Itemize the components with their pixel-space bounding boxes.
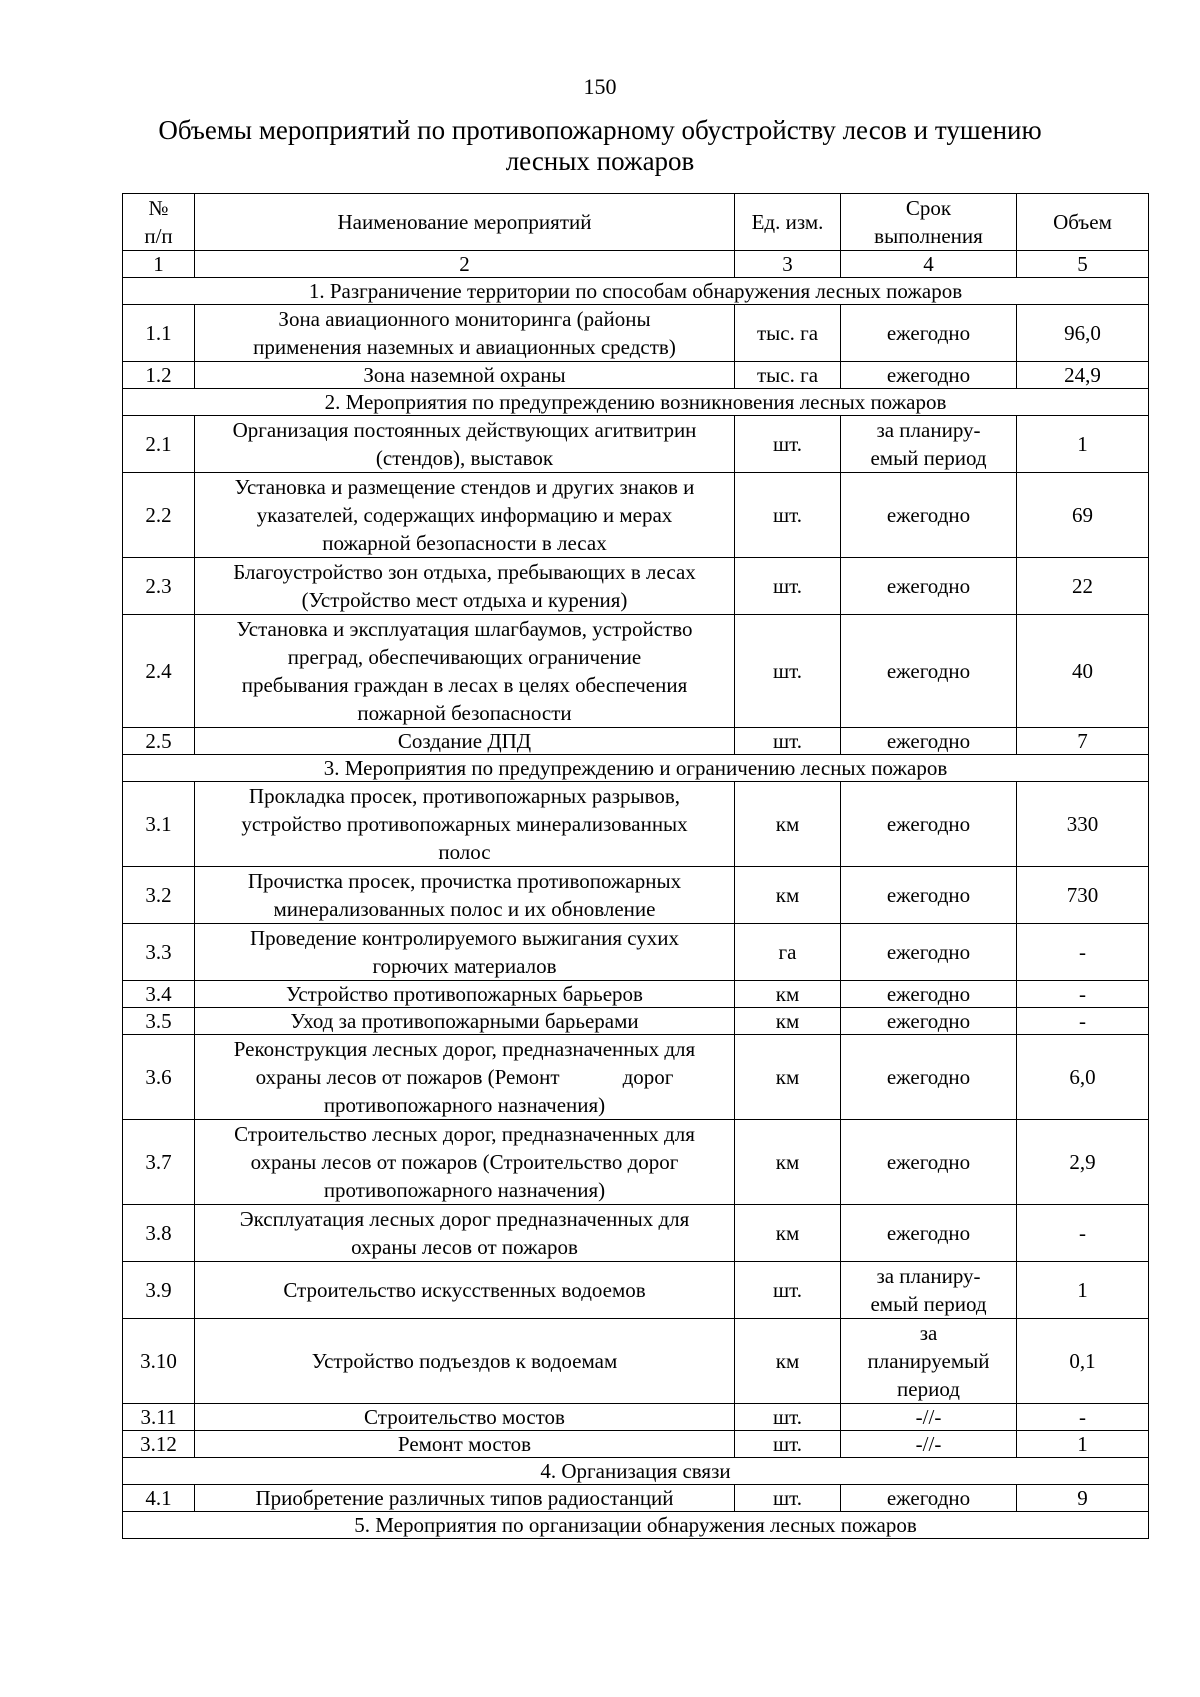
row-volume: 1 (1017, 416, 1149, 473)
row-term-line: ежегодно (886, 1486, 971, 1510)
row-num: 4.1 (123, 1485, 195, 1512)
row-term-line: за планиру- (876, 1264, 981, 1288)
row-term (841, 1262, 1017, 1319)
row-unit: км (735, 981, 841, 1008)
row-volume: 96,0 (1017, 305, 1149, 362)
section-row (123, 1512, 1149, 1539)
row-unit: км (735, 1319, 841, 1404)
row-name (195, 1404, 735, 1431)
row-name-line: Ремонт мостов (397, 1432, 532, 1456)
row-volume: 2,9 (1017, 1120, 1149, 1205)
row-name-line: Строительство лесных дорог, предназначенных для (234, 1122, 695, 1146)
row-name-line: Установка и размещение стендов и других знаков и (234, 475, 695, 499)
row-term-line: за планиру- (876, 418, 981, 442)
table-row (123, 416, 1149, 473)
row-name-line: охраны лесов от пожаров (351, 1235, 578, 1259)
row-unit: км (735, 782, 841, 867)
row-name (195, 867, 735, 924)
row-volume: 24,9 (1017, 362, 1149, 389)
table-row (123, 1008, 1149, 1035)
row-term-line: -//- (915, 1405, 942, 1429)
section-row (123, 1458, 1149, 1485)
row-term-line: период (897, 1377, 960, 1401)
row-volume: 1 (1017, 1262, 1149, 1319)
row-volume: - (1017, 1008, 1149, 1035)
table-row (123, 615, 1149, 728)
row-name-line: Эксплуатация лесных дорог предназначенных для (239, 1207, 690, 1231)
row-name-line: (стендов), выставок (375, 446, 554, 470)
column-number: 3 (735, 251, 841, 278)
row-num: 3.10 (123, 1319, 195, 1404)
row-term (841, 782, 1017, 867)
row-unit: шт. (735, 473, 841, 558)
row-name (195, 1205, 735, 1262)
row-num: 3.12 (123, 1431, 195, 1458)
column-number-row (123, 251, 1149, 278)
row-name-line: Благоустройство зон отдыха, пребывающих в лесах (233, 560, 696, 584)
row-term-line: ежегодно (886, 363, 971, 387)
row-volume: 6,0 (1017, 1035, 1149, 1120)
table-row (123, 924, 1149, 981)
row-term (841, 305, 1017, 362)
row-name-line: Организация постоянных действующих агитвитрин (232, 418, 697, 442)
section-title: 3. Мероприятия по предупреждению и ограничению лесных пожаров (123, 755, 1149, 782)
row-term (841, 981, 1017, 1008)
row-num: 3.4 (123, 981, 195, 1008)
section-title: 4. Организация связи (123, 1458, 1149, 1485)
row-unit: шт. (735, 1262, 841, 1319)
row-unit: км (735, 1205, 841, 1262)
row-name-line: (Устройство мест отдыха и курения) (301, 588, 628, 612)
row-term-line: ежегодно (886, 1065, 971, 1089)
table-row (123, 782, 1149, 867)
row-name (195, 1008, 735, 1035)
row-unit: шт. (735, 1485, 841, 1512)
row-unit: тыс. га (735, 362, 841, 389)
table-row (123, 728, 1149, 755)
column-number: 5 (1017, 251, 1149, 278)
row-term-line: ежегодно (886, 321, 971, 345)
row-name (195, 1035, 735, 1120)
row-unit: шт. (735, 558, 841, 615)
row-name (195, 1319, 735, 1404)
row-term-line: планируемый (867, 1349, 990, 1373)
row-volume: 22 (1017, 558, 1149, 615)
row-name-line: горючих материалов (372, 954, 557, 978)
column-number: 2 (195, 251, 735, 278)
row-num: 2.3 (123, 558, 195, 615)
row-name (195, 1120, 735, 1205)
row-term (841, 867, 1017, 924)
table-row (123, 1431, 1149, 1458)
row-term (841, 1319, 1017, 1404)
row-term-line: ежегодно (886, 982, 971, 1006)
table-row (123, 473, 1149, 558)
row-volume: - (1017, 1205, 1149, 1262)
row-name-line: полос (438, 840, 491, 864)
row-term (841, 416, 1017, 473)
row-volume: 330 (1017, 782, 1149, 867)
row-term-line: ежегодно (886, 729, 971, 753)
row-name-line: Зона наземной охраны (363, 363, 566, 387)
row-num: 3.2 (123, 867, 195, 924)
row-name (195, 1431, 735, 1458)
row-volume: - (1017, 924, 1149, 981)
page-number: 150 (583, 74, 617, 99)
row-name-line: Проведение контролируемого выжигания сухих (249, 926, 680, 950)
row-name-line: устройство противопожарных минерализованных (241, 812, 688, 836)
row-num: 3.1 (123, 782, 195, 867)
table-row (123, 1035, 1149, 1120)
row-name-line: противопожарного назначения) (323, 1178, 606, 1202)
row-volume: 0,1 (1017, 1319, 1149, 1404)
row-term (841, 924, 1017, 981)
row-name (195, 416, 735, 473)
table-row (123, 1262, 1149, 1319)
row-name-line: преград, обеспечивающих ограничение (287, 645, 642, 669)
row-name-line: минерализованных полос и их обновление (273, 897, 656, 921)
table-row (123, 1404, 1149, 1431)
row-name-line: пожарной безопасности (357, 701, 572, 725)
row-term (841, 473, 1017, 558)
row-volume: 7 (1017, 728, 1149, 755)
header-term (841, 194, 1017, 251)
row-unit: шт. (735, 416, 841, 473)
row-name-line: Строительство мостов (364, 1405, 565, 1429)
row-volume: 1 (1017, 1431, 1149, 1458)
row-volume: - (1017, 1404, 1149, 1431)
table-row (123, 1485, 1149, 1512)
row-unit: км (735, 1035, 841, 1120)
row-num: 3.5 (123, 1008, 195, 1035)
row-num: 3.3 (123, 924, 195, 981)
row-unit: км (735, 1008, 841, 1035)
document-title-line: лесных пожаров (505, 146, 695, 176)
row-num: 3.6 (123, 1035, 195, 1120)
section-title: 1. Разграничение территории по способам обнаружения лесных пожаров (123, 278, 1149, 305)
section-title: 5. Мероприятия по организации обнаружения лесных пожаров (123, 1512, 1149, 1539)
row-term-line: ежегодно (886, 883, 971, 907)
row-term (841, 1431, 1017, 1458)
row-name-line: охраны лесов от пожаров (Строительство дорог (250, 1150, 679, 1174)
row-name (195, 924, 735, 981)
row-num: 3.9 (123, 1262, 195, 1319)
row-unit: км (735, 867, 841, 924)
header-volume: Объем (1017, 194, 1149, 251)
table-row (123, 558, 1149, 615)
section-row (123, 389, 1149, 416)
row-num: 3.11 (123, 1404, 195, 1431)
row-name-line: Реконструкция лесных дорог, предназначенных для (233, 1037, 696, 1061)
row-term-line: ежегодно (886, 1009, 971, 1033)
row-term-line: за (919, 1321, 938, 1345)
row-num: 1.1 (123, 305, 195, 362)
row-num: 2.2 (123, 473, 195, 558)
section-title: 2. Мероприятия по предупреждению возникновения лесных пожаров (123, 389, 1149, 416)
row-name (195, 1262, 735, 1319)
row-name (195, 981, 735, 1008)
row-name (195, 1485, 735, 1512)
section-row (123, 755, 1149, 782)
row-num: 2.4 (123, 615, 195, 728)
row-name-line: применения наземных и авиационных средств) (253, 335, 676, 359)
column-number: 4 (841, 251, 1017, 278)
header-name: Наименование мероприятий (195, 194, 735, 251)
row-volume: 40 (1017, 615, 1149, 728)
row-name-line: Строительство искусственных водоемов (283, 1278, 646, 1302)
row-term (841, 1205, 1017, 1262)
header-num (123, 194, 195, 251)
row-name-line: противопожарного назначения) (323, 1093, 606, 1117)
row-num: 2.5 (123, 728, 195, 755)
row-term-line: ежегодно (886, 1150, 971, 1174)
row-term-line: емый период (870, 446, 987, 470)
header-unit: Ед. изм. (735, 194, 841, 251)
row-name (195, 782, 735, 867)
row-name-line: Устройство подъездов к водоемам (311, 1349, 618, 1373)
table-row (123, 362, 1149, 389)
row-unit: га (735, 924, 841, 981)
row-term-line: емый период (870, 1292, 987, 1316)
row-name-line: охраны лесов от пожаров (Ремонт дорог (255, 1065, 674, 1089)
document-title-line: Объемы мероприятий по противопожарному обустройству лесов и тушению (158, 115, 1042, 145)
row-term-line: ежегодно (886, 940, 971, 964)
row-unit: км (735, 1120, 841, 1205)
table-row (123, 1319, 1149, 1404)
row-unit: шт. (735, 728, 841, 755)
table-row (123, 1205, 1149, 1262)
row-name (195, 728, 735, 755)
row-name (195, 558, 735, 615)
row-term (841, 1008, 1017, 1035)
row-name-line: пребывания граждан в лесах в целях обеспечения (241, 673, 688, 697)
row-num: 1.2 (123, 362, 195, 389)
row-term (841, 1035, 1017, 1120)
row-term (841, 615, 1017, 728)
section-row (123, 278, 1149, 305)
table-row (123, 305, 1149, 362)
row-term-line: -//- (915, 1432, 942, 1456)
row-num: 3.8 (123, 1205, 195, 1262)
row-name (195, 473, 735, 558)
measures-table (122, 193, 1149, 1539)
row-name-line: указателей, содержащих информацию и мерах (256, 503, 673, 527)
row-name-line: Создание ДПД (397, 729, 532, 753)
row-volume: 69 (1017, 473, 1149, 558)
row-name (195, 362, 735, 389)
row-name-line: пожарной безопасности в лесах (322, 531, 607, 555)
row-name (195, 305, 735, 362)
row-num: 2.1 (123, 416, 195, 473)
row-term-line: ежегодно (886, 1221, 971, 1245)
table-row (123, 981, 1149, 1008)
row-term (841, 728, 1017, 755)
row-term (841, 362, 1017, 389)
header-term-line: выполнения (874, 224, 983, 248)
row-term (841, 1485, 1017, 1512)
document-title (100, 115, 1100, 177)
row-name-line: Устройство противопожарных барьеров (286, 982, 643, 1006)
row-name-line: Прочистка просек, прочистка противопожарных (247, 869, 682, 893)
row-num: 3.7 (123, 1120, 195, 1205)
row-term (841, 1120, 1017, 1205)
row-unit: тыс. га (735, 305, 841, 362)
row-unit: шт. (735, 1404, 841, 1431)
table-header-row (123, 194, 1149, 251)
row-unit: шт. (735, 1431, 841, 1458)
row-term-line: ежегодно (886, 659, 971, 683)
row-term-line: ежегодно (886, 812, 971, 836)
header-num-line: № (148, 196, 169, 220)
row-name-line: Уход за противопожарными барьерами (290, 1009, 639, 1033)
row-term-line: ежегодно (886, 503, 971, 527)
row-volume: 9 (1017, 1485, 1149, 1512)
row-name-line: Приобретение различных типов радиостанций (255, 1486, 674, 1510)
row-name-line: Зона авиационного мониторинга (районы (278, 307, 651, 331)
row-term-line: ежегодно (886, 574, 971, 598)
row-term (841, 1404, 1017, 1431)
header-num-line: п/п (144, 224, 173, 248)
table-row (123, 1120, 1149, 1205)
column-number: 1 (123, 251, 195, 278)
table-row (123, 867, 1149, 924)
row-name-line: Установка и эксплуатация шлагбаумов, устройство (236, 617, 693, 641)
row-name-line: Прокладка просек, противопожарных разрывов, (248, 784, 681, 808)
header-term-line: Срок (905, 196, 952, 220)
row-term (841, 558, 1017, 615)
row-name (195, 615, 735, 728)
row-volume: 730 (1017, 867, 1149, 924)
row-unit: шт. (735, 615, 841, 728)
row-volume: - (1017, 981, 1149, 1008)
